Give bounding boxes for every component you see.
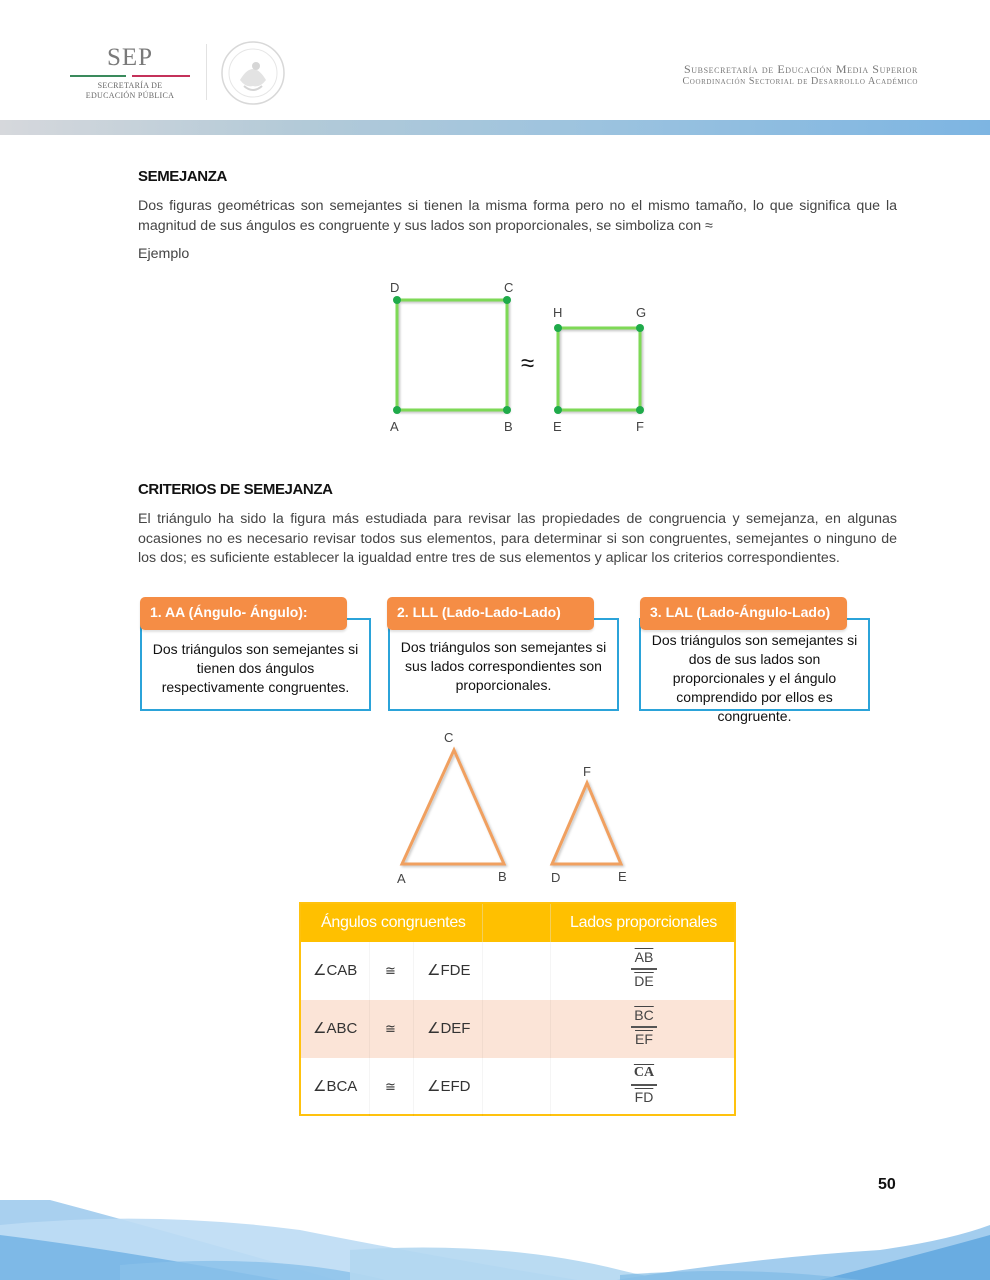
ratio-denominator: EF <box>635 1031 653 1047</box>
section-title-criterios: CRITERIOS DE SEMEJANZA <box>138 481 333 498</box>
page-header <box>0 0 990 120</box>
ratio-numerator: $\overline{CA}$ <box>633 1065 655 1080</box>
criterios-paragraph: El triángulo ha sido la figura más estudiada para revisar las propiedades de congruencia y semejanza, en algunas ocasiones no es necesario revisar todos sus elementos, para determinar si son congruentes, semejantes o ninguno de los dos; es suficiente establecer la igualdad entre tres de sus elementos y aplicar los criterios correspondientes. <box>138 511 897 566</box>
table-header <box>301 904 734 942</box>
angle2-cell: ∠DEF <box>427 1020 471 1037</box>
ratio-numerator: $\overline{BC}$ <box>634 1007 654 1023</box>
ratio-numerator: $\overline{AB}$ <box>634 949 654 965</box>
congruent-symbol: ≅ <box>385 1021 396 1036</box>
criterion-lal-description: Dos triángulos son semejantes si dos de sus lados son proporcionales y el ángulo comprendido por ellos es congruente. <box>651 632 858 724</box>
similarity-table <box>299 902 736 1116</box>
page-number: 50 <box>878 1176 896 1193</box>
angle1-cell: ∠BCA <box>313 1078 358 1095</box>
vertex-label-b: B <box>504 419 513 434</box>
angle1-cell: ∠ABC <box>313 1020 358 1037</box>
header-subsecretaria: Subsecretaría de Educación Media Superior <box>684 62 918 76</box>
criterion-aa-title: 1. AA (Ángulo- Ángulo): <box>140 597 347 630</box>
criterion-aa-description: Dos triángulos son semejantes si tienen dos ángulos respectivamente congruentes. <box>152 641 359 695</box>
angle2-cell: ∠FDE <box>427 962 471 979</box>
congruent-symbol: ≅ <box>385 963 396 978</box>
vertex-label-b-triangle: B <box>498 869 507 884</box>
criterion-card-lal <box>639 618 870 724</box>
congruent-symbol: ≅ <box>385 1079 396 1094</box>
section-title-semejanza: SEMEJANZA <box>138 168 227 185</box>
angle1-cell: ∠CAB <box>313 962 358 979</box>
sep-logo <box>70 44 190 101</box>
footer-wave-decoration <box>0 1190 990 1280</box>
table-row <box>301 1000 734 1058</box>
ratio-denominator: DE <box>634 973 654 989</box>
side-ratio <box>629 948 659 990</box>
criterion-card-aa <box>140 618 371 711</box>
sep-line1: SECRETARÍA DE <box>97 81 163 90</box>
similar-symbol: ≈ <box>521 350 535 377</box>
vertex-label-e-triangle: E <box>618 869 627 884</box>
sep-acronym: SEP <box>106 44 154 71</box>
vertex-label-d: D <box>390 280 400 295</box>
header-angles: Ángulos congruentes <box>321 914 466 931</box>
sep-line2: EDUCACIÓN PÚBLICA <box>85 91 175 100</box>
similar-triangles-diagram <box>390 740 640 875</box>
header-sides: Lados proporcionales <box>570 914 717 931</box>
header-divider <box>206 44 207 100</box>
criterion-lal-title: 3. LAL (Lado-Ángulo-Lado) <box>640 597 847 630</box>
vertex-label-c: C <box>504 280 514 295</box>
semejanza-paragraph: Dos figuras geométricas son semejantes si tienen la misma forma pero no el mismo tamaño, lo que significa que la magnitud de sus ángulos es congruente y sus lados son proporcionales, se simboliza con ≈ <box>138 198 897 234</box>
side-ratio <box>629 1064 659 1106</box>
side-ratio <box>629 1006 659 1048</box>
coat-of-arms-seal-icon <box>220 40 286 106</box>
example-label: Ejemplo <box>138 246 190 262</box>
angle2-cell: ∠EFD <box>427 1078 471 1095</box>
table-row <box>301 1058 734 1116</box>
sep-flag-lines <box>70 74 190 78</box>
vertex-label-f-triangle: F <box>583 764 591 779</box>
vertex-label-a: A <box>390 419 399 434</box>
header-institution <box>683 62 918 88</box>
vertex-label-d-triangle: D <box>551 870 561 885</box>
header-gradient-bar <box>0 120 990 135</box>
vertex-label-e: E <box>553 419 562 434</box>
vertex-label-c-triangle: C <box>444 730 454 745</box>
vertex-label-g: G <box>636 305 647 320</box>
similar-squares-diagram <box>380 290 660 420</box>
ratio-denominator: FD <box>634 1089 654 1105</box>
vertex-label-f: F <box>636 419 644 434</box>
header-coordinacion: Coordinación Sectorial de Desarrollo Académico <box>682 76 918 87</box>
criterion-lll-description: Dos triángulos son semejantes si sus lados correspondientes son proporcionales. <box>400 639 607 693</box>
vertex-label-h: H <box>553 305 563 320</box>
criterion-card-lll <box>388 618 619 711</box>
table-row <box>301 942 734 1000</box>
vertex-label-a-triangle: A <box>397 871 406 886</box>
criterion-lll-title: 2. LLL (Lado-Lado-Lado) <box>387 597 594 630</box>
